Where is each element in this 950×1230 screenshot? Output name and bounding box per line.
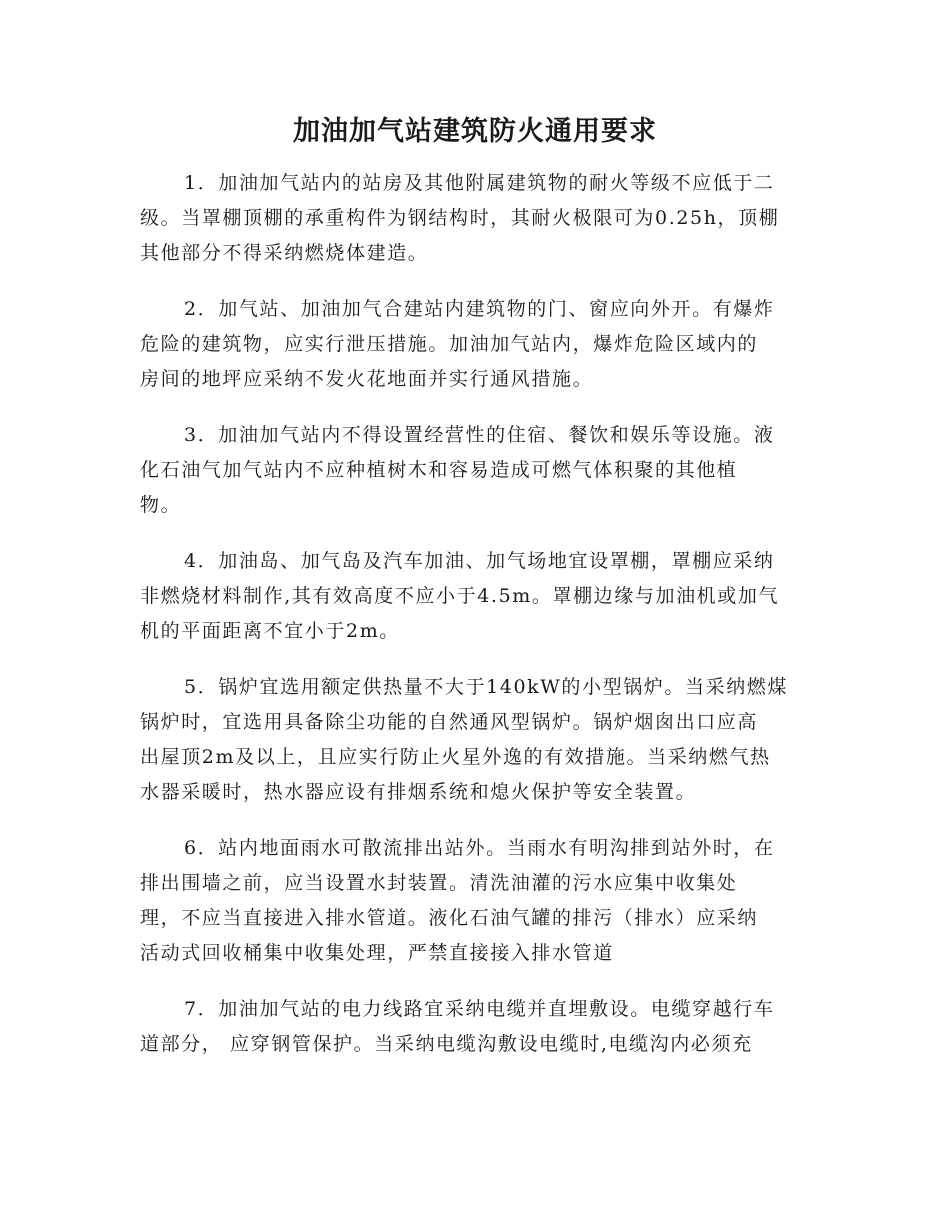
paragraph-line: 化石油气加气站内不应种植树木和容易造成可燃气体积聚的其他植 [140, 459, 738, 481]
paragraph-line: 锅炉时，宜选用具备除尘功能的自然通风型锅炉。锅炉烟囱出口应高 [140, 711, 759, 733]
document-body [140, 166, 810, 1083]
paragraph-line: 2．加气站、加油加气合建站内建筑物的门、窗应向外开。有爆炸 [184, 298, 775, 320]
document-title: 加油加气站建筑防火通用要求 [293, 116, 657, 147]
paragraph-line: 7．加油加气站的电力线路宜采纳电缆并直埋敷设。电缆穿越行车 [184, 998, 775, 1020]
paragraph-1 [140, 166, 810, 271]
paragraph-line: 3．加油加气站内不得设置经营性的住宿、餐饮和娱乐等设施。液 [184, 424, 775, 446]
paragraph-6 [140, 831, 810, 971]
paragraph-4 [140, 544, 810, 649]
paragraph-line: 级。当罩棚顶棚的承重构件为钢结构时，其耐火极限可为0.25h，顶棚 [140, 207, 780, 229]
paragraph-line: 非燃烧材料制作,其有效高度不应小于4.5m。罩棚边缘与加油机或加气 [140, 585, 780, 607]
paragraph-line: 物。 [140, 494, 182, 516]
paragraph-line: 出屋顶2m及以上，且应实行防止火星外逸的有效措施。当采纳燃气热 [140, 746, 771, 768]
paragraph-5 [140, 670, 810, 810]
paragraph-line: 4．加油岛、加气岛及汽车加油、加气场地宜设罩棚，罩棚应采纳 [184, 550, 775, 572]
paragraph-line: 危险的建筑物，应实行泄压措施。加油加气站内，爆炸危险区域内的 [140, 333, 759, 355]
paragraph-3 [140, 418, 810, 523]
paragraph-line: 排出围墙之前，应当设置水封装置。清洗油灌的污水应集中收集处 [140, 872, 738, 894]
paragraph-line: 机的平面距离不宜小于2m。 [140, 620, 400, 642]
paragraph-line: 水器采暖时，热水器应设有排烟系统和熄火保护等安全装置。 [140, 781, 697, 803]
paragraph-2 [140, 292, 810, 397]
paragraph-line: 其他部分不得采纳燃烧体建造。 [140, 242, 429, 264]
paragraph-7 [140, 992, 810, 1062]
paragraph-line: 房间的地坪应采纳不发火花地面并实行通风措施。 [140, 368, 594, 390]
paragraph-line: 6．站内地面雨水可散流排出站外。当雨水有明沟排到站外时，在 [184, 837, 775, 859]
paragraph-line: 理，不应当直接进入排水管道。液化石油气罐的排污（排水）应采纳 [140, 907, 759, 929]
paragraph-line: 活动式回收桶集中收集处理，严禁直接接入排水管道 [140, 942, 614, 964]
paragraph-line: 5．锅炉宜选用额定供热量不大于140kW的小型锅炉。当采纳燃煤 [184, 676, 788, 698]
paragraph-line: 道部分， 应穿钢管保护。当采纳电缆沟敷设电缆时,电缆沟内必须充 [140, 1033, 753, 1055]
paragraph-line: 1．加油加气站内的站房及其他附属建筑物的耐火等级不应低于二 [184, 172, 775, 194]
